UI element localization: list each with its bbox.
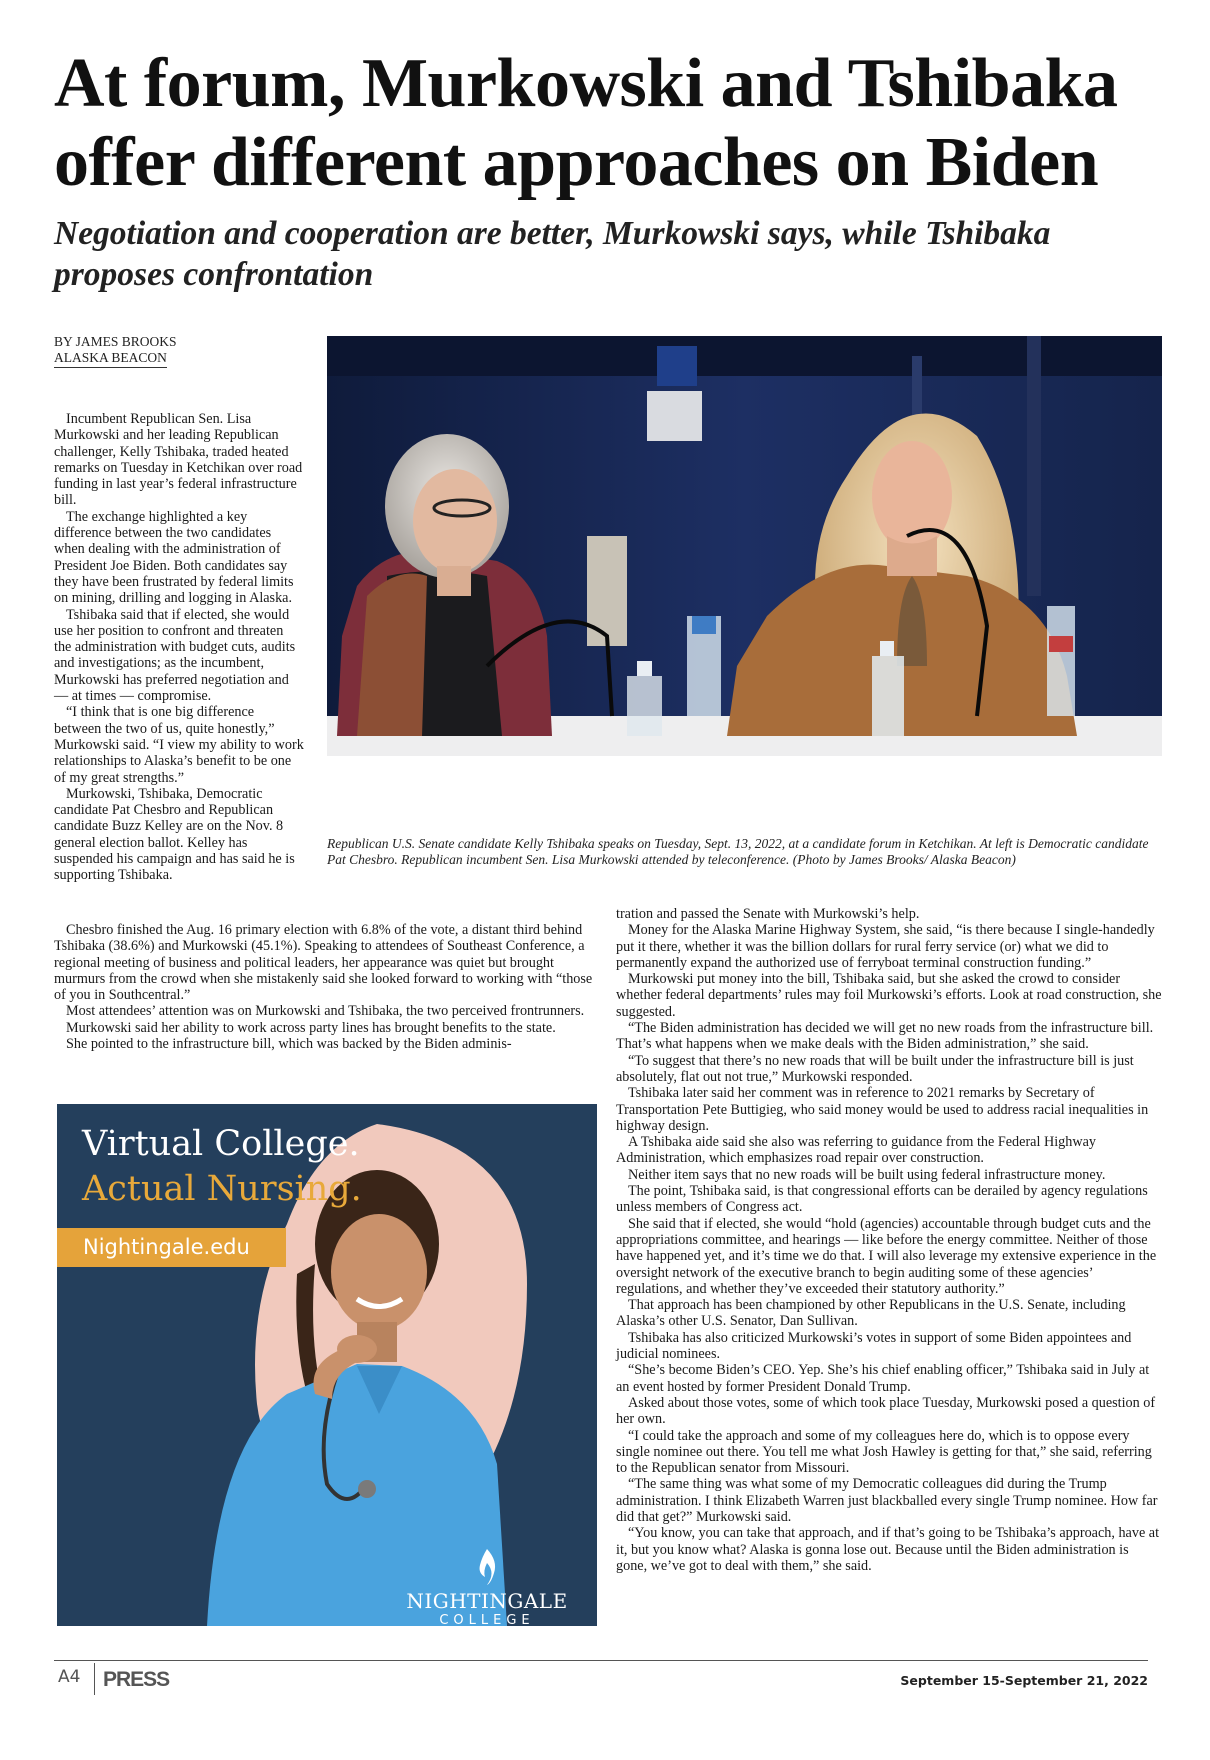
paragraph-continued: tration and passed the Senate with Murkowski’s help. [616,906,920,922]
subheadline: Negotiation and cooperation are better, Murkowski says, while Tshibaka proposes confrontation [54,215,1051,293]
paragraph: Tshibaka has also criticized Murkowski’s votes in support of some Biden appointees and judicial nominees. [616,1329,1132,1363]
paragraph: Tshibaka later said her comment was in reference to 2021 remarks by Secretary of Transportation Pete Buttigieg, who said money would be used to address racial inequalities in highway design. [616,1085,1149,1134]
paragraph: “I think that is one big difference between the two of us, quite honestly,” Murkowski said. “I view my ability to work relationships to Alaska’s benefit to be one of my great strengths.” [54,704,304,786]
paragraph: Asked about those votes, some of which took place Tuesday, Murkowski posed a question of her own. [616,1394,1156,1428]
nightingale-ad[interactable] [57,1104,597,1626]
byline-author: BY JAMES BROOKS [54,334,177,349]
paragraph: A Tshibaka aide said she also was referring to guidance from the Federal Highway Administration, which emphasizes road repair over construction. [616,1134,1096,1167]
paragraph: The exchange highlighted a key difference between the two candidates when dealing with the administration of President Joe Biden. Both candidates say they have been frustrated by federal limits on mining, drilling and logging in Alaska. [54,508,294,607]
masthead-logo: PRESS [103,1668,170,1691]
article-column-middle [54,922,598,1052]
ad-brand-subtitle: COLLEGE [439,1613,535,1626]
paragraph: “To suggest that there’s no new roads that will be built under the infrastructure bill is just absolutely, flat out not true,” Murkowski responded. [616,1052,1134,1085]
paragraph: The point, Tshibaka said, is that congressional efforts can be derailed by agency regulations unless members of Congress act. [616,1183,1148,1216]
ad-url-link[interactable]: Nightingale.edu [57,1228,286,1267]
paragraph: Money for the Alaska Marine Highway System, she said, “is there because I single-handedly put it there, whether it was the billion dollars for rural ferry service (or) what we did to permanently expand the authorized use of ferryboat terminal construction funding.” [616,922,1155,971]
paragraph: “I could take the approach and some of my colleagues here do, which is to oppose every single nominee out there. You tell me what Josh Hawley is getting for that,” she said, referring to the Republican senator from Missouri. [616,1427,1152,1477]
article-column-right [616,906,1162,1574]
paragraph: Murkowski put money into the bill, Tshibaka said, but she asked the crowd to consider whether federal departments’ rules may foil Murkowski’s efforts. Look at road construction, she suggested. [616,971,1162,1020]
byline-outlet: ALASKA BEACON [54,350,167,368]
paragraph: She pointed to the infrastructure bill, which was backed by the Biden adminis- [66,1036,512,1053]
paragraph: Neither item says that no new roads will be built using federal infrastructure money. [628,1166,1106,1183]
paragraph: Most attendees’ attention was on Murkowski and Tshibaka, the two perceived frontrunners. [66,1003,585,1020]
byline [54,334,254,368]
paragraph: “The Biden administration has decided we will get no new roads from the infrastructure bill. That’s what happens when we make deals with the Biden administration,” she said. [616,1020,1154,1053]
paragraph: “The same thing was what some of my Democratic colleagues did during the Trump administration. I think Elizabeth Warren just blackballed every single Trump nominee. How far did that get?” Murkowski said. [616,1476,1158,1525]
paragraph: Murkowski said her ability to work across party lines has brought benefits to the state. [66,1019,556,1036]
paragraph: “You know, you can take that approach, and if that’s going to be Tshibaka’s approach, have at it, but you know what? Alaska is gonna lose out. Because until the Biden administration is gone, we’ve got to deal with them,” she said. [616,1525,1160,1574]
paragraph: That approach has been championed by other Republicans in the U.S. Senate, including Alaska’s other U.S. Senator, Dan Sullivan. [616,1297,1126,1330]
paragraph: Incumbent Republican Sen. Lisa Murkowski and her leading Republican challenger, Kelly Tshibaka, traded heated remarks on Tuesday in Ketchikan over road funding in last year’s federal infrastructure bill. [54,411,303,509]
paragraph: “She’s become Biden’s CEO. Yep. She’s his chief enabling officer,” Tshibaka said in July at an event hosted by former President Donald Trump. [616,1362,1150,1395]
footer-rule [54,1660,1148,1661]
page-number: A4 [58,1667,81,1687]
photo-caption: Republican U.S. Senate candidate Kelly Tshibaka speaks on Tuesday, Sept. 13, 2022, at a candidate forum in Ketchikan. At left is Democratic candidate Pat Chesbro. Republican incumbent Sen. Lisa Murkowski attended by teleconference. (Photo by James Brooks/ Alaska Beacon) [327,836,1149,867]
paragraph: Tshibaka said that if elected, she would use her position to confront and threaten the administration with budget cuts, audits and investigations; as the incumbent, Murkowski has preferred negotiation and — at times — compromise. [54,606,296,705]
forum-photo [327,336,1162,836]
footer-divider [94,1663,95,1695]
ad-headline-1: Virtual College. [82,1124,360,1164]
issue-date: September 15-September 21, 2022 [900,1673,1148,1688]
paragraph: She said that if elected, she would “hold (agencies) accountable through budget cuts and the appropriations committee, and hearings — like before the energy committee. Neither of those have happened yet, and it’s time we do that. I will also leverage my extensive experience in the oversight network of the executive branch to begin auditing some of these agencies’ regulations, and whether they’ve exceeded their statutory authority.” [616,1215,1157,1297]
article-column-left [54,411,304,884]
headline: At forum, Murkowski and Tshibaka offer different approaches on Biden [54,45,1118,201]
flame-icon [472,1547,502,1587]
ad-brand-name: NIGHTINGALE [406,1589,568,1613]
ad-headline-2: Actual Nursing. [82,1169,362,1209]
paragraph: Chesbro finished the Aug. 16 primary election with 6.8% of the vote, a distant third behind Tshibaka (38.6%) and Murkowski (45.1%). Speaking to attendees of Southeast Conference, a regional meeting of business and political leaders, her appearance was quiet but brought murmurs from the crowd when she mistakenly said she looked forward to working with “those of you in Southcentral.” [54,922,593,1004]
paragraph: Murkowski, Tshibaka, Democratic candidate Pat Chesbro and Republican candidate Buzz Kelley are on the Nov. 8 general election ballot. Kelley has suspended his campaign and has said he is supporting Tshibaka. [54,785,295,884]
